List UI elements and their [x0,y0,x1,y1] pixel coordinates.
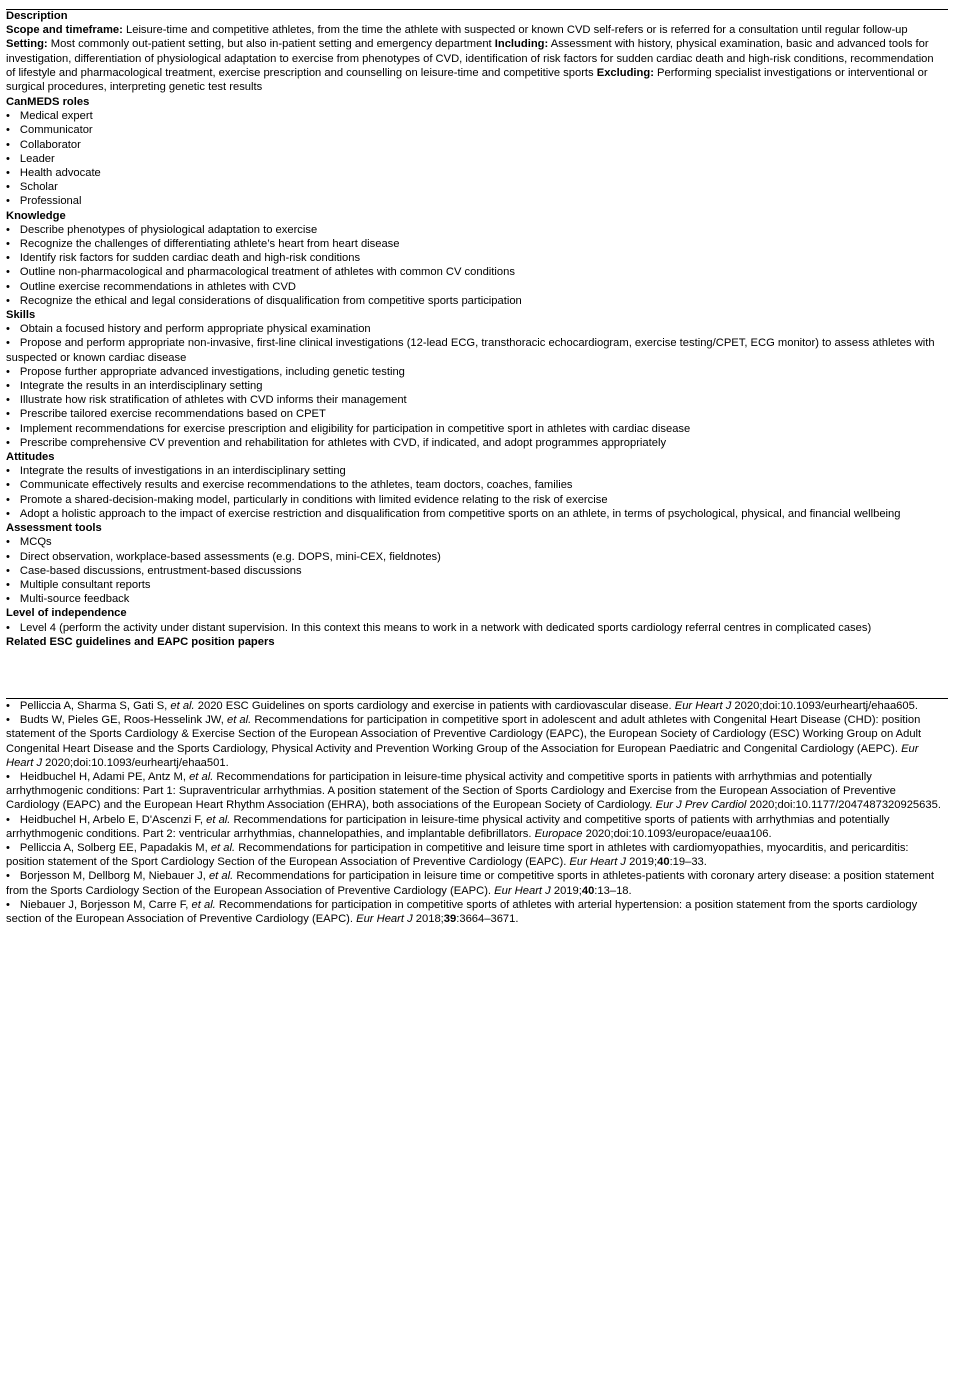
reference-authors: Pelliccia A, Sharma S, Gati S, [19,700,171,712]
reference-journal: Eur Heart J [674,700,732,712]
setting-label: Setting: [6,38,48,51]
knowledge-heading: Knowledge [6,209,66,222]
independence-heading: Level of independence [6,607,127,620]
assessment-item: • MCQs [6,535,946,549]
canmeds-item: • Communicator [6,123,946,137]
attitudes-list [6,464,946,521]
knowledge-list [6,223,946,308]
attitudes-item: • Adopt a holistic approach to the impact of exercise restriction and disqualification from competitive sports on an athlete, in terms of psychological, physical, and financial wellbeing [6,507,946,521]
reference-journal: Eur Heart J [494,884,551,897]
skills-list [6,322,946,450]
reference-etal: et al. [210,842,236,855]
reference-item [6,713,946,770]
reference-journal: Eur Heart J [356,913,413,926]
reference-title: Recommendations for participation in competitive sports of athletes with arterial hypertension: a position statement from the sports cardiology section of the European Association of Preventive Cardiology (EAPC). [6,898,918,926]
description-section [6,9,946,94]
reference-title: Recommendations for participation in competitive sport in adolescent and adult athletes with Congenital Heart Disease (CHD): position statement of the Sports Cardiology & Exercise Section of the European Association of Preventive Cardiology (EAPC), the European Society of Cardiology (ESC) Working Group on Adult Congenital Heart Disease and the Sports Cardiology, Physical Activity and Prevention Working Group of the Association for European Paediatric and Congenital Cardiology (AEPC). [6,714,922,755]
skills-item: • Implement recommendations for exercise prescription and eligibility for participation in competitive sport in athletes with cardiac disease [6,422,946,436]
canmeds-item: • Medical expert [6,109,946,123]
excluding-label: Excluding: [593,66,654,79]
reference-journal: Eur J Prev Cardiol [655,799,747,812]
reference-pages: :13–18. [594,884,632,897]
reference-year: 2020;doi:10.1177/2047487320925635. [746,799,941,812]
reference-item [6,699,946,713]
excluding-text: Performing specialist investigations or interventional or surgical procedures, interpreting genetic test results [6,66,928,94]
reference-etal: et al. [206,813,231,826]
skills-item: • Integrate the results in an interdisciplinary setting [6,379,946,393]
reference-authors: Heidbuchel H, Adami PE, Antz M, [19,771,190,784]
reference-year: 2020;doi:10.1093/europace/euaa106. [582,827,772,840]
scope-label: Scope and timeframe: [6,24,123,37]
reference-journal: Europace [534,827,583,840]
skills-item: • Prescribe comprehensive CV prevention and rehabilitation for athletes with CVD, if indicated, and adopt programmes appropriately [6,436,946,450]
skills-heading: Skills [6,309,36,322]
reference-authors: Niebauer J, Borjesson M, Carre F, [19,898,192,911]
references-list [6,699,946,926]
reference-year: 2020;doi:10.1093/eurheartj/ehaa501. [42,756,229,769]
canmeds-heading: CanMEDS roles [6,96,90,108]
reference-year: 2019; [550,884,582,897]
setting-text: Most commonly out-patient setting, but also in-patient setting and emergency department [47,38,492,51]
knowledge-item: • Recognize the ethical and legal considerations of disqualification from competitive sports participation [6,294,946,308]
reference-title: 2020 ESC Guidelines on sports cardiology and exercise in patients with cardiovascular disease. [194,700,675,712]
reference-authors: Budts W, Pieles GE, Roos-Hesselink JW, [19,714,227,727]
knowledge-item: • Outline exercise recommendations in athletes with CVD [6,280,946,294]
attitudes-item: • Promote a shared-decision-making model, particularly in conditions with limited evidence relating to the risk of exercise [6,493,946,507]
canmeds-item: • Health advocate [6,166,946,180]
canmeds-item: • Scholar [6,180,946,194]
skills-item: • Propose and perform appropriate non-invasive, first-line clinical investigations (12-lead ECG, transthoracic echocardiogram, exercise testing/CPET, ECG monitor) to assess athletes with suspected or known cardiac disease [6,336,946,364]
reference-journal: Eur Heart J [569,856,626,869]
reference-year: 2018; [412,913,444,926]
reference-title: Recommendations for participation in leisure-time physical activity and competitive sports of patients with arrhythmias and potentially arrhythmogenic conditions. Part 2: ventricular arrhythmias, channelopathies, and implantable defibrillators. [6,813,890,840]
reference-item [6,770,946,813]
reference-item [6,898,946,926]
scope-paragraph [6,23,946,94]
canmeds-list [6,109,946,208]
reference-etal: et al. [189,771,214,784]
assessment-list [6,535,946,606]
reference-pages: :19–33. [669,856,707,869]
related-heading: Related ESC guidelines and EAPC position papers [6,635,275,648]
reference-volume: 40 [581,884,595,897]
knowledge-item: • Outline non-pharmacological and pharmacological treatment of athletes with common CV conditions [6,265,946,279]
reference-volume: 40 [657,856,670,869]
reference-etal: et al. [170,700,195,712]
reference-etal: et al. [191,898,216,911]
independence-item: • Level 4 (perform the activity under distant supervision. In this context this means to work in a network with dedicated sports cardiology referral centres in complicated cases) [6,621,946,635]
skills-item: • Illustrate how risk stratification of athletes with CVD informs their management [6,393,946,407]
reference-etal: et al. [226,714,252,727]
assessment-item: • Multi-source feedback [6,592,946,606]
independence-list [6,621,946,635]
reference-journal: Eur Heart J [6,742,919,769]
attitudes-item: • Integrate the results of investigations in an interdisciplinary setting [6,464,946,478]
reference-pages: :3664–3671. [456,913,519,926]
description-heading: Description [6,10,68,22]
reference-title: Recommendations for participation in leisure-time physical activity and competitive sports in patients with arrhythmias and potentially arrhythmogenic conditions: Part 1: Supraventricular arrhythmias. A position statement of the Section of Sports Cardiology and Exercise from the European Association of Preventive Cardiology (EAPC) and the European Heart Rhythm Association (EHRA), both associations of the European Society of Cardiology. [6,771,896,812]
skills-item: • Prescribe tailored exercise recommendations based on CPET [6,407,946,421]
reference-title: Recommendations for participation in leisure time or competitive sports in athletes-patients with coronary artery disease: a position statement from the Sports Cardiology Section of the European Association of Preventive Cardiology (EAPC). [6,870,935,897]
reference-item [6,841,946,869]
reference-item [6,813,946,841]
knowledge-item: • Describe phenotypes of physiological adaptation to exercise [6,223,946,237]
assessment-item: • Case-based discussions, entrustment-based discussions [6,564,946,578]
reference-title: Recommendations for participation in competitive and leisure time sport in athletes with cardiomyopathies, myocarditis, and pericarditis: position statement of the Sport Cardiology Section of the European Association of Preventive Cardiology (EAPC). [6,842,909,869]
reference-year: 2019; [626,856,658,869]
including-label: Including: [491,38,549,51]
including-text: Assessment with history, physical examination, basic and advanced tools for investigation, differentiation of physiological adaptation to exercise from phenotypes of CVD, identification of risk factors for sudden cardiac death and high-risk conditions, recommendation of lifestyle and pharmacological treatment, exercise prescription and counselling on leisure-time and competitive sports [6,38,934,79]
reference-authors: Borjesson M, Dellborg M, Niebauer J, [19,870,209,883]
skills-item: • Propose further appropriate advanced investigations, including genetic testing [6,365,946,379]
reference-item [6,869,946,897]
knowledge-item: • Identify risk factors for sudden cardiac death and high-risk conditions [6,251,946,265]
canmeds-item: • Leader [6,152,946,166]
competency-sections [6,95,946,649]
skills-item: • Obtain a focused history and perform appropriate physical examination [6,322,946,336]
canmeds-item: • Professional [6,194,946,208]
reference-year: 2020;doi:10.1093/eurheartj/ehaa605. [731,700,918,712]
assessment-item: • Direct observation, workplace-based assessments (e.g. DOPS, mini-CEX, fieldnotes) [6,550,946,564]
scope-text: Leisure-time and competitive athletes, from the time the athlete with suspected or known CVD self-refers or is referred for a consultation until regular follow-up [122,24,908,37]
assessment-item: • Multiple consultant reports [6,578,946,592]
reference-authors: Heidbuchel H, Arbelo E, D'Ascenzi F, [19,813,207,826]
reference-volume: 39 [443,913,457,926]
attitudes-heading: Attitudes [6,451,55,464]
knowledge-item: • Recognize the challenges of differentiating athlete’s heart from heart disease [6,237,946,251]
assessment-heading: Assessment tools [6,522,102,535]
canmeds-item: • Collaborator [6,138,946,152]
attitudes-item: • Communicate effectively results and exercise recommendations to the athletes, team doctors, coaches, families [6,478,946,492]
reference-authors: Pelliccia A, Solberg EE, Papadakis M, [19,842,211,855]
reference-etal: et al. [208,870,234,883]
